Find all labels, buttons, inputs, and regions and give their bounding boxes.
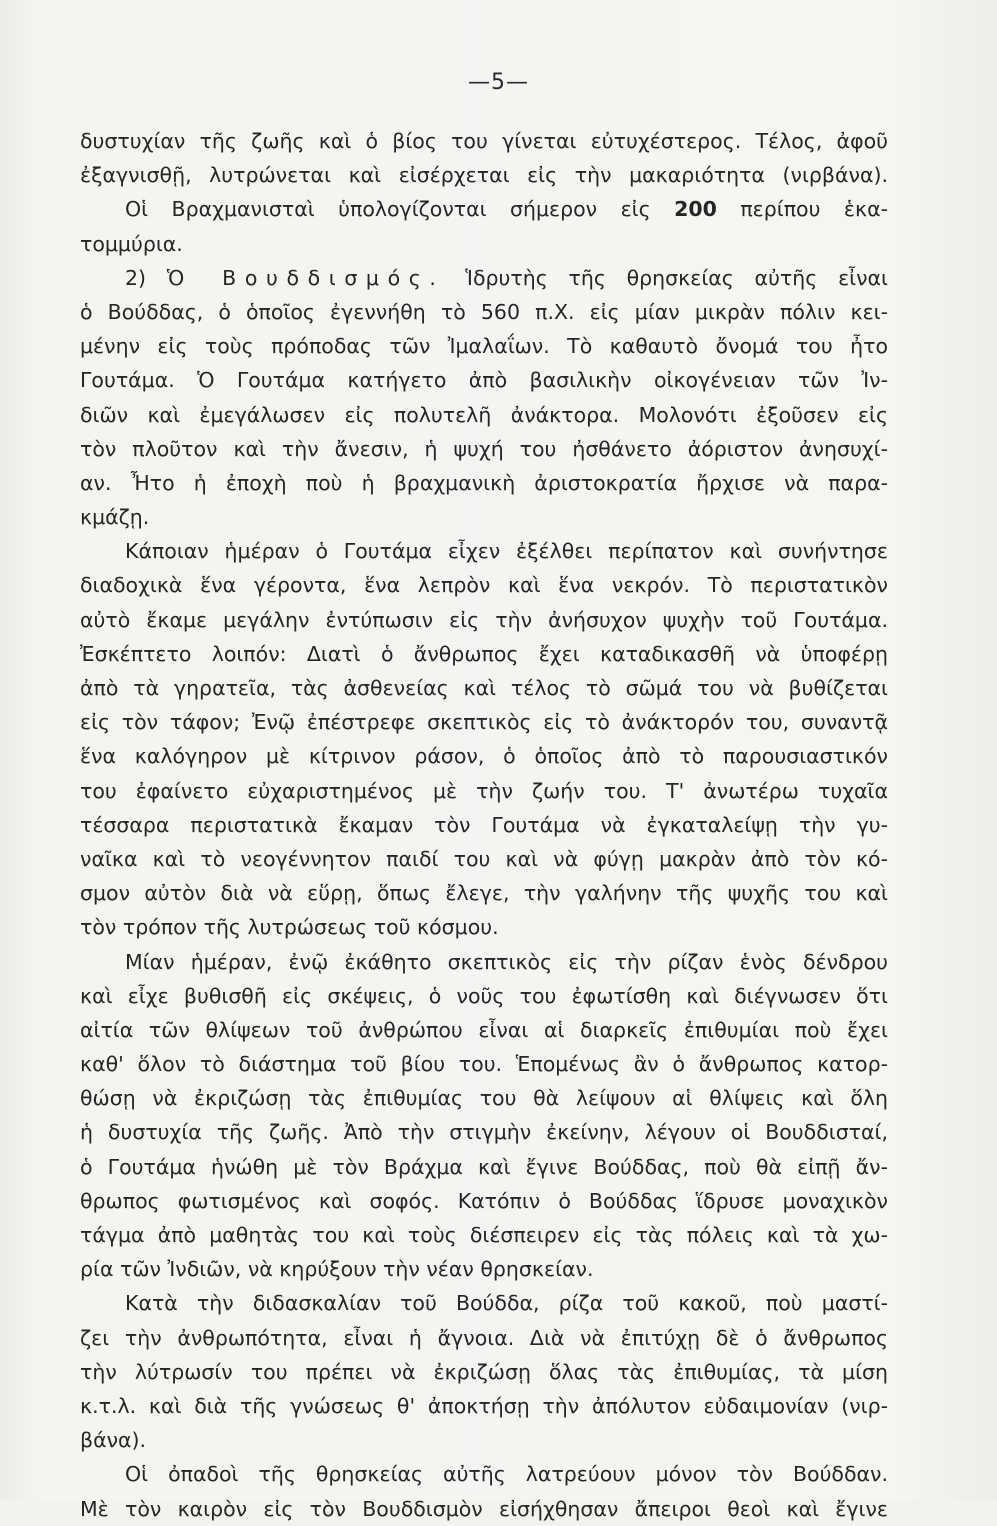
text-line-4: τομμύρια. bbox=[80, 231, 183, 256]
text-line-3: Οἱ Βραχμανισταὶ ὑπολογίζονται σήμερον εἰς 200 περίπου ἑκα- bbox=[125, 197, 888, 222]
text-line-20: του ἐφαίνετο εὐχαριστημένος μὲ τὴν ζωήν του. Τ' ἀνωτέρω τυχαῖα bbox=[80, 778, 888, 803]
text-line-28: καθ' ὅλον τὸ διάστημα τοῦ βίου του. Ἑπομένως ἂν ὁ ἄνθρωπος κατορ- bbox=[80, 1052, 888, 1077]
text-line-41: Μὲ τὸν καιρὸν εἰς τὸν Βουδδισμὸν εἰσήχθησαν ἄπειροι θεοὶ καὶ ἔγινε bbox=[80, 1496, 888, 1521]
text-line-14: διαδοχικὰ ἕνα γέροντα, ἕνα λεπρὸν καὶ ἕνα νεκρόν. Τὸ περιστατικὸν bbox=[80, 573, 888, 598]
section-heading-rest: Ἱδρυτὴς τῆς θρησκείας αὐτῆς εἶναι bbox=[465, 265, 888, 290]
text-line-12: κμάζῃ. bbox=[80, 505, 150, 530]
text-line-27: αἰτία τῶν θλίψεων τοῦ ἀνθρώπου εἶναι αἱ διαρκεῖς ἐπιθυμίαι ποὺ ἔχει bbox=[80, 1017, 888, 1042]
page-number: —5— bbox=[468, 70, 529, 95]
text-line-23: σμον αὐτὸν διὰ νὰ εὕρῃ, ὅπως ἔλεγε, τὴν γαλήνην τῆς ψυχῆς του καὶ bbox=[80, 881, 888, 906]
text-line-5-heading bbox=[80, 261, 888, 295]
text-line-9: διῶν καὶ ἐμεγάλωσεν εἰς πολυτελῆ ἀνάκτορα. Μολονότι ἐξοῦσεν εἰς bbox=[80, 402, 888, 427]
text-line-30: ἡ δυστυχία τῆς ζωῆς. Ἀπὸ τὴν στιγμὴν ἐκείνην, λέγουν οἱ Βουδδισταί, bbox=[80, 1120, 888, 1145]
text-line-1: δυστυχίαν τῆς ζωῆς καὶ ὁ βίος του γίνεται εὐτυχέστερος. Τέλος, ἀφοῦ bbox=[80, 129, 888, 153]
text-line-35: Κατὰ τὴν διδασκαλίαν τοῦ Βούδδα, ρίζα τοῦ κακοῦ, ποὺ μαστί- bbox=[125, 1291, 888, 1316]
text-line-13: Κάποιαν ἡμέραν ὁ Γουτάμα εἶχεν ἐξέλθει περίπατον καὶ συνήντησε bbox=[125, 539, 888, 564]
text-line-11: αν. Ἦτο ἡ ἐποχὴ ποὺ ἡ βραχμανικὴ ἀριστοκρατία ἤρχισε νὰ παρα- bbox=[80, 470, 888, 495]
text-line-10: τὸν πλοῦτον καὶ τὴν ἄνεσιν, ἡ ψυχή του ἠσθάνετο ἀόριστον ἀνησυχί- bbox=[80, 436, 888, 461]
text-line-15: αὐτὸ ἔκαμε μεγάλην ἐντύπωσιν εἰς τὴν ἀνήσυχον ψυχὴν τοῦ Γουτάμα. bbox=[80, 607, 888, 632]
text-line-37: τὴν λύτρωσίν του πρέπει νὰ ἐκριζώσῃ ὅλας τὰς ἐπιθυμίας, τὰ μίση bbox=[80, 1359, 888, 1384]
text-line-2: ἐξαγνισθῇ, λυτρώνεται καὶ εἰσέρχεται εἰς τὴν μακαριότητα (νιρβάνα). bbox=[80, 163, 888, 188]
text-line-39: βάνα). bbox=[80, 1428, 147, 1453]
text-line-34: ρία τῶν Ἰνδιῶν, νὰ κηρύξουν τὴν νέαν θρησκείαν. bbox=[80, 1257, 594, 1282]
text-line-32: θρωπος φωτισμένος καὶ σοφός. Κατόπιν ὁ Βούδδας ἵδρυσε μοναχικὸν bbox=[80, 1188, 888, 1213]
text-line-31: ὁ Γουτάμα ἡνώθη μὲ τὸν Βράχμα καὶ ἔγινε Βούδδας, ποὺ θὰ εἰπῇ ἄν- bbox=[80, 1154, 888, 1179]
text-line-7: μένην εἰς τοὺς πρόποδας τῶν Ἰμαλαΐων. Τὸ καθαυτὸ ὄνομά του ἦτο bbox=[80, 334, 888, 359]
text-line-17: ἀπὸ τὰ γηρατεῖα, τὰς ἀσθενείας καὶ τέλος τὸ σῶμά του νὰ βυθίζεται bbox=[80, 676, 888, 700]
section-number: 2) bbox=[125, 265, 147, 290]
text-line-26: καὶ εἶχε βυθισθῆ εἰς σκέψεις, ὁ νοῦς του ἐφωτίσθη καὶ διέγνωσεν ὅτι bbox=[80, 983, 888, 1008]
text-line-38: κ.τ.λ. καὶ διὰ τῆς γνώσεως θ' ἀποκτήσῃ τὴν ἀπόλυτον εὐδαιμονίαν (νιρ- bbox=[80, 1393, 888, 1418]
text-line-22: ναῖκα καὶ τὸ νεογέννητον παιδί του καὶ νὰ φύγῃ μακρὰν ἀπὸ τὸν κό- bbox=[80, 846, 888, 871]
text-line-21: τέσσαρα περιστατικὰ ἔκαμαν τὸν Γουτάμα νὰ ἐγκαταλείψῃ τὴν γυ- bbox=[80, 812, 888, 837]
text-line-40: Οἱ ὀπαδοὶ τῆς θρησκείας αὐτῆς λατρεύουν μόνον τὸν Βούδδαν. bbox=[125, 1462, 888, 1487]
text-line-6: ὁ Βούδδας, ὁ ὁποῖος ἐγεννήθη τὸ 560 π.Χ. εἰς μίαν μικρὰν πόλιν κει- bbox=[80, 299, 888, 324]
text-line-33: τάγμα ἀπὸ μαθητὰς του καὶ τοὺς διέσπειρεν εἰς τὰς πόλεις καὶ τὰ χω- bbox=[80, 1223, 888, 1247]
text-line-36: ζει τὴν ἀνθρωπότητα, εἶναι ἡ ἄγνοια. Διὰ νὰ ἐπιτύχῃ δὲ ὁ ἄνθρωπος bbox=[80, 1325, 888, 1350]
text-line-16: Ἐσκέπτετο λοιπόν: Διατὶ ὁ ἄνθρωπος ἔχει καταδικασθῆ νὰ ὑποφέρῃ bbox=[80, 641, 888, 666]
bold-figure: 200 bbox=[674, 197, 717, 222]
section-title: Ὁ Βουδδισμός. bbox=[166, 265, 445, 290]
text-line-8: Γουτάμα. Ὁ Γουτάμα κατήγετο ἀπὸ βασιλικὴν οἰκογένειαν τῶν Ἰν- bbox=[80, 368, 888, 393]
text-line-25: Μίαν ἡμέραν, ἐνῷ ἐκάθητο σκεπτικὸς εἰς τὴν ρίζαν ἑνὸς δένδρου bbox=[125, 949, 888, 974]
text-line-24: τὸν τρόπον τῆς λυτρώσεως τοῦ κόσμου. bbox=[80, 915, 499, 940]
text-line-29: θώσῃ νὰ ἐκριζώσῃ τὰς ἐπιθυμίας του θὰ λείψουν αἱ θλίψεις καὶ ὅλη bbox=[80, 1086, 888, 1111]
text-line-18: εἰς τὸν τάφον; Ἐνῷ ἐπέστρεφε σκεπτικὸς εἰς τὸ ἀνάκτορόν του, συναντᾷ bbox=[80, 710, 888, 735]
body-text bbox=[80, 124, 888, 1526]
text-line-19: ἕνα καλόγηρον μὲ κίτρινον ράσον, ὁ ὁποῖος ἀπὸ τὸ παρουσιαστικόν bbox=[80, 744, 888, 769]
